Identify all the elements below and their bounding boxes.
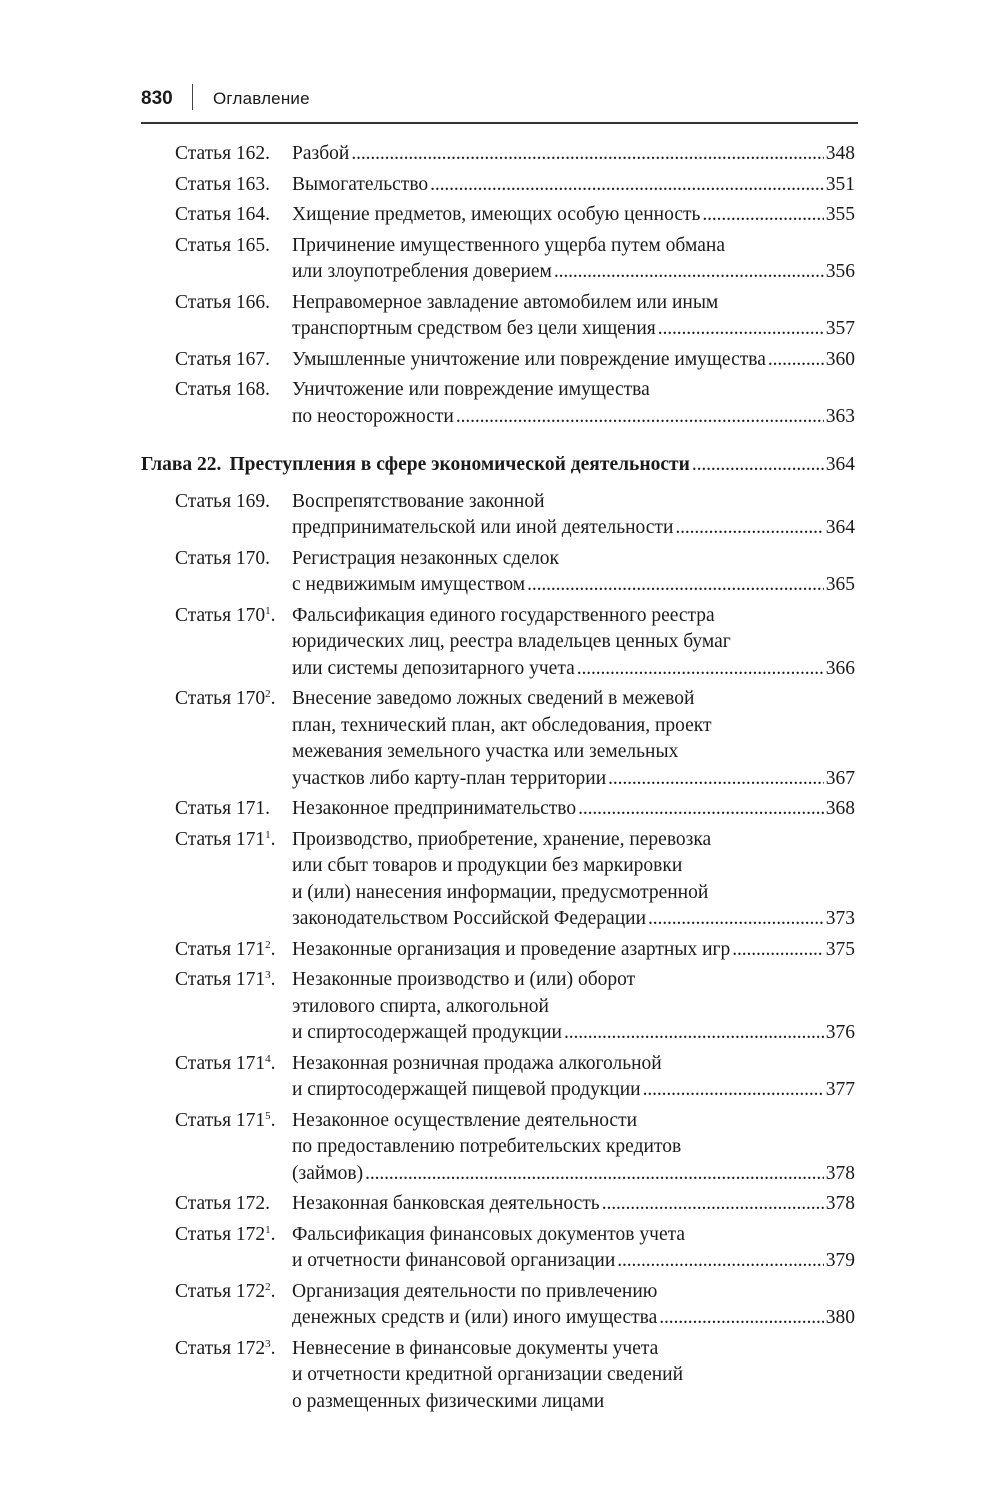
chapter-title: Преступления в сфере экономической деятельности [229,454,690,475]
title-line: по неосторожности [292,405,454,427]
toc-entry[interactable] [141,141,855,168]
title-line: Незаконное осуществление деятельности [292,1109,638,1131]
toc-entry[interactable] [141,967,855,1047]
article-label: Статья $171^4$. [175,1052,276,1074]
article-title [292,1222,855,1275]
leader-dots [702,202,823,229]
article-label: Статья 166. [175,291,271,313]
toc-entry[interactable] [141,1191,855,1218]
article-superscript: 2 [265,688,271,700]
article-title [292,1336,855,1416]
title-line: Невнесение в финансовые документы учета [292,1337,659,1359]
article-title [292,290,855,343]
article-title [292,796,855,823]
title-line: Фальсификация финансовых документов учета [292,1223,686,1245]
leader-dots [648,906,824,933]
leader-dots [527,572,824,599]
title-line: денежных средств и (или) иного имущества [292,1307,658,1328]
leader-dots [658,316,824,343]
page-ref: 363 [825,405,855,427]
title-line: или злоупотребления доверием [292,261,552,282]
article-label: Статья $171^3$. [175,969,276,990]
title-line: с недвижимым имуществом [292,574,526,595]
article-superscript: 1 [265,828,271,841]
leader-dots [564,1020,824,1047]
article-label: Статья $171^1$. [175,828,276,850]
article-label: Статья 163. [175,173,271,195]
page-ref: 348 [825,143,855,164]
article-label: Статья 171. [175,798,271,819]
article-label: Статья 168. [175,379,271,400]
leader-dots [430,172,824,199]
header-divider [192,84,193,110]
article-title [292,489,855,542]
page-ref: 380 [825,1307,855,1328]
table-of-contents [141,141,855,1415]
article-title [292,686,855,792]
title-line: межевания земельного участка или земельных [292,741,679,762]
title-line: по предоставлению потребительских кредитов [292,1136,682,1157]
article-label: Статья $171^5$. [175,1109,276,1131]
title-line: и спиртосодержащей пищевой продукции [292,1079,641,1100]
title-line: и отчетности кредитной организации сведений [292,1364,684,1385]
title-line: законодательством Российской Федерации [292,908,646,929]
article-title [292,1051,855,1104]
leader-dots [456,404,824,431]
article-label: Статья 167. [175,348,271,370]
leader-dots [768,347,824,374]
title-line: Уничтожение или повреждение имущества [292,379,650,400]
toc-entry[interactable] [141,546,855,599]
page-ref: 357 [825,318,855,339]
article-label: Статья 172. [175,1193,271,1214]
article-title [292,1108,855,1188]
title-line: Неправомерное завладение автомобилем или иным [292,291,719,313]
article-superscript: 1 [265,1223,271,1236]
title-line: Регистрация незаконных сделок [292,547,559,569]
toc-entry[interactable] [141,1051,855,1104]
title-line: Незаконная банковская деятельность [292,1193,600,1214]
article-title [292,202,855,229]
toc-entry[interactable] [141,172,855,199]
leader-dots [659,1305,823,1332]
toc-entry[interactable] [141,347,855,374]
article-title [292,967,855,1047]
article-title [292,827,855,933]
article-label: Статья $172^3$. [175,1337,276,1359]
title-line: Внесение заведомо ложных сведений в межевой [292,688,695,709]
page-ref: 355 [825,204,855,225]
toc-entry[interactable] [141,377,855,430]
toc-group-articles-169-172 [141,489,855,1416]
toc-entry[interactable] [141,603,855,683]
article-label: Статья $170^1$. [175,604,276,626]
title-line: Причинение имущественного ущерба путем обмана [292,234,725,256]
article-title [292,141,855,168]
leader-dots [577,656,824,683]
leader-dots [578,796,824,823]
article-label: Статья 164. [175,204,271,225]
title-line: и спиртосодержащей продукции [292,1022,562,1043]
page-ref: 375 [825,938,855,960]
article-title [292,233,855,286]
leader-dots [554,259,824,286]
article-title [292,937,855,964]
running-title: Оглавление [213,89,310,108]
toc-entry[interactable] [141,290,855,343]
page-ref: 378 [825,1193,855,1214]
chapter-page: 364 [825,454,855,475]
article-superscript: 1 [265,604,271,617]
title-line: транспортным средством без цели хищения [292,318,656,339]
article-superscript: 2 [265,938,271,951]
title-line: или сбыт товаров и продукции без маркировки [292,855,683,876]
leader-dots [732,937,823,964]
article-label: Статья $172^1$. [175,1223,276,1245]
page-ref: 368 [825,798,855,819]
title-line: участков либо карту-план территории [292,767,607,789]
page-ref: 356 [825,261,855,282]
chapter-label: Глава 22. [141,454,222,475]
title-line: этилового спирта, алкогольной [292,995,549,1017]
article-superscript: 4 [265,1052,271,1065]
title-line: Производство, приобретение, хранение, перевозка [292,828,712,850]
title-line: или системы депозитарного учета [292,657,575,679]
toc-entry[interactable] [141,489,855,542]
leader-dots [365,1161,824,1188]
article-title [292,347,855,374]
page-ref: 365 [825,574,855,595]
title-line: и (или) нанесения информации, предусмотренной [292,881,709,903]
title-line: Незаконная розничная продажа алкогольной [292,1052,662,1074]
page-ref: 366 [825,657,855,679]
title-line: Незаконное предпринимательство [292,798,577,819]
leader-dots [643,1077,824,1104]
title-line: Незаконные организация и проведение азартных игр [292,938,731,960]
leader-dots [692,452,824,479]
article-label: Статья $170^2$. [175,688,276,709]
title-line: план, технический план, акт обследования, проект [292,714,712,736]
article-title [292,1191,855,1218]
article-label: Статья 170. [175,547,271,569]
article-label: Статья $172^2$. [175,1280,276,1302]
toc-group-articles-162-168 [141,141,855,430]
page-ref: 379 [825,1250,855,1271]
page-ref: 360 [825,348,855,370]
leader-dots [351,141,823,168]
title-line: и отчетности финансовой организации [292,1250,616,1271]
title-line: Умышленные уничтожение или повреждение имущества [292,348,766,370]
page-ref: 376 [825,1022,855,1043]
toc-entry[interactable] [141,1279,855,1332]
title-line: (займов) [292,1162,364,1184]
leader-dots [617,1248,823,1275]
title-line: Вымогательство [292,173,429,195]
title-line: Организация деятельности по привлечению [292,1280,658,1302]
title-line: предпринимательской или иной деятельности [292,517,674,538]
article-label: Статья 165. [175,234,271,256]
article-superscript: 2 [265,1280,271,1293]
toc-entry[interactable] [141,937,855,964]
toc-entry[interactable] [141,1336,855,1416]
page-ref: 377 [825,1079,855,1100]
article-title [292,546,855,599]
leader-dots [602,1191,824,1218]
article-superscript: 3 [265,969,271,981]
leader-dots [608,766,824,793]
article-title [292,377,855,430]
title-line: Воспрепятствование законной [292,490,545,512]
title-line: Незаконные производство и (или) оборот [292,969,636,990]
toc-entry[interactable] [141,202,855,229]
page-header [141,84,858,124]
article-title [292,603,855,683]
article-superscript: 5 [265,1109,271,1122]
article-superscript: 3 [265,1337,271,1350]
toc-entry[interactable] [141,1108,855,1188]
article-label: Статья 169. [175,490,271,512]
page-ref: 378 [825,1162,855,1184]
title-line: Хищение предметов, имеющих особую ценность [292,204,701,225]
page-ref: 351 [825,173,855,195]
page-ref: 367 [825,767,855,789]
page-ref: 364 [825,517,855,538]
article-title [292,1279,855,1332]
article-label: Статья $171^2$. [175,938,276,960]
toc-entry[interactable] [141,686,855,792]
toc-entry[interactable] [141,233,855,286]
title-line: Разбой [292,143,350,164]
article-label: Статья 162. [175,143,271,164]
toc-entry[interactable] [141,796,855,823]
chapter-heading[interactable] [141,452,855,479]
title-line: юридических лиц, реестра владельцев ценных бумаг [292,631,731,652]
page-number: 830 [141,88,173,109]
toc-entry[interactable] [141,1222,855,1275]
page-ref: 373 [825,908,855,929]
title-line: Фальсификация единого государственного реестра [292,604,715,626]
title-line: о размещенных физическими лицами [292,1390,605,1412]
article-title [292,172,855,199]
leader-dots [675,515,823,542]
toc-entry[interactable] [141,827,855,933]
